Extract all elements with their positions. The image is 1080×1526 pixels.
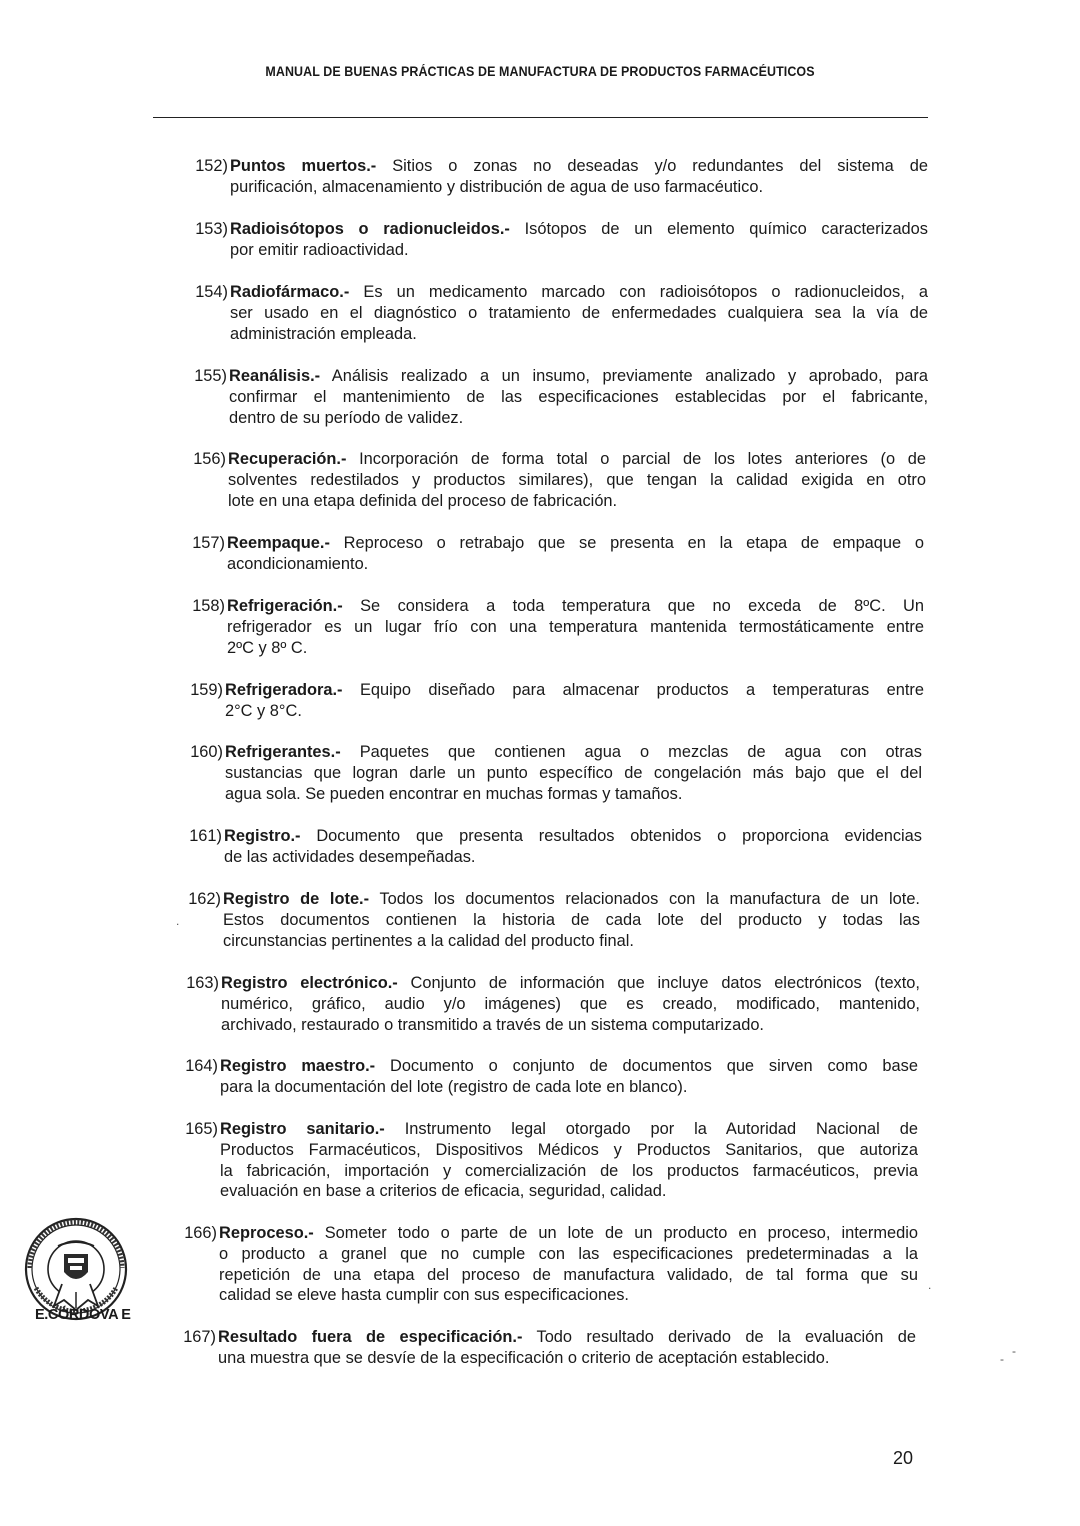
entry-term: Recuperación.- [228,450,347,468]
definition-line [225,680,924,701]
definition-line [220,1056,918,1077]
entry-definition [223,889,920,951]
definition-line [220,1181,918,1202]
entry-definition [221,973,920,1035]
definition-text: Someter todo o parte de un lote de un producto en proceso, intermedio [324,1224,918,1242]
definition-text: Análisis realizado a un insumo, previamente analizado y aprobado, para [331,367,928,385]
entry-number: 156) [193,450,226,468]
definition-line [227,638,924,659]
definition-line [230,177,928,198]
definition-text: Todos los documentos relacionados con la manufactura de un lote. [379,890,920,908]
scan-speck: . [928,1278,932,1292]
definition-text: solventes redestilados y productos similares), que tengan la calidad exigida en otro [228,470,926,489]
definition-text: Isótopos de un elemento químico caracterizados [524,220,928,238]
entry-term: Refrigeradora.- [225,681,343,699]
entry-term: Reanálisis.- [229,367,321,385]
definition-line [223,889,920,910]
seal-signature-name: E.CÓRDOVA E [35,1307,131,1323]
scan-speck: - [1012,1344,1016,1358]
entry-definition [224,826,922,868]
definition-line [227,533,924,554]
entry-term: Registro electrónico.- [221,974,398,992]
entry-definition [227,533,924,575]
entry-definition [230,156,928,198]
entry-number: 157) [192,534,225,552]
definition-text: para la documentación del lote (registro de cada lote en blanco). [220,1077,688,1096]
definition-text: agua sola. Se pueden encontrar en muchas formas y tamaños. [225,784,683,803]
definition-line [221,1015,920,1036]
entry-number: 154) [195,283,228,301]
definition-text: por emitir radioactividad. [230,240,409,259]
definition-text: Documento o conjunto de documentos que sirven como base [389,1057,918,1075]
entry-number: 163) [186,974,219,992]
entry-definition [230,219,928,261]
entry-number: 152) [195,157,228,175]
definition-text: Incorporación de forma total o parcial de los lotes anteriores (o de [359,450,926,468]
entry-term: Refrigeración.- [227,597,343,615]
definition-line [220,1161,918,1182]
entry-number: 165) [185,1120,218,1138]
definition-line [227,596,924,617]
definition-text: Equipo diseñado para almacenar productos a temperaturas entre [359,681,924,699]
entry-term: Puntos muertos.- [230,157,377,175]
header-divider [153,117,928,118]
definition-text: ser usado en el diagnóstico o tratamiento de enfermedades cualquiera sea la vía de [230,303,928,322]
definition-text: la fabricación, importación y comercialización de los productos farmacéuticos, previa [220,1161,918,1180]
entry-number: 153) [195,220,228,238]
definition-line [230,303,928,324]
definition-line [221,994,920,1015]
entry-number: 160) [190,743,223,761]
scan-speck: - [1000,1352,1004,1366]
definition-line [225,701,924,722]
entry-term: Radiofármaco.- [230,283,350,301]
definition-text: purificación, almacenamiento y distribución de agua de uso farmacéutico. [230,177,763,196]
definition-text: 2ºC y 8º C. [227,638,308,657]
definition-text: refrigerador es un lugar frío con una temperatura mantenida termostáticamente entre [227,617,924,636]
scan-speck: . [176,914,180,928]
definition-text: Productos Farmacéuticos, Dispositivos Médicos y Productos Sanitarios, que autoriza [220,1140,918,1159]
definition-text: calidad se eleve hasta cumplir con sus especificaciones. [219,1286,629,1305]
entry-number: 166) [184,1224,217,1242]
definition-text: 2°C y 8°C. [225,701,302,720]
entry-definition [227,596,924,658]
entry-definition [220,1119,918,1202]
entry-term: Registro sanitario.- [220,1120,385,1138]
definition-text: Sitios o zonas no deseadas y/o redundantes del sistema de [392,157,928,175]
definition-line [225,784,922,805]
entry-term: Resultado fuera de especificación.- [218,1328,523,1346]
definition-text: archivado, restaurado o transmitido a través de un sistema computarizado. [221,1015,764,1034]
entry-term: Reempaque.- [227,534,330,552]
entry-term: Refrigerantes.- [225,743,341,761]
definition-line [219,1265,918,1286]
definition-text: de las actividades desempeñadas. [224,847,476,866]
definition-text: Conjunto de información que incluye datos electrónicos (texto, [410,974,920,992]
definition-text: circunstancias pertinentes a la calidad del producto final. [223,931,634,950]
definition-line [223,931,920,952]
definition-text: acondicionamiento. [227,554,369,573]
definition-text: confirmar el mantenimiento de las especificaciones establecidas por el fabricante, [229,387,928,406]
definition-line [224,826,922,847]
entry-definition [225,680,924,722]
entry-definition [220,1056,918,1098]
entry-term: Registro.- [224,827,301,845]
definition-line [225,763,922,784]
definition-text: evaluación en base a criterios de eficacia, seguridad, calidad. [220,1182,667,1201]
definition-line [230,324,928,345]
entry-number: 155) [194,367,227,385]
definition-text: Estos documentos contienen la historia de cada lote del producto y todas las [223,910,920,929]
entry-definition [225,742,922,804]
definition-line [219,1285,918,1306]
definition-text: lote en una etapa definida del proceso de fabricación. [228,491,618,510]
definition-line [221,973,920,994]
definition-text: numérico, gráfico, audio y/o imágenes) que es creado, modificado, mantenido, [221,994,920,1013]
entry-number: 167) [183,1328,216,1346]
definition-text: Reproceso o retrabajo que se presenta en la etapa de empaque o [343,534,924,552]
entry-definition [228,449,926,511]
entry-definition [219,1223,918,1306]
definition-line [229,387,928,408]
entry-definition [229,366,928,428]
definition-line [219,1244,918,1265]
definition-line [218,1348,916,1369]
definition-line [225,742,922,763]
definition-line [228,449,926,470]
entry-number: 159) [190,681,223,699]
definition-line [228,470,926,491]
entry-term: Reproceso.- [219,1224,314,1242]
definition-text: dentro de su período de validez. [229,408,464,427]
definition-line [229,366,928,387]
definition-line [227,554,924,575]
entry-number: 164) [185,1057,218,1075]
definition-line [230,240,928,261]
definition-text: Es un medicamento marcado con radioisótopos o radionucleidos, a [363,283,929,301]
definition-line [230,282,928,303]
definition-line [220,1077,918,1098]
definition-text: Se considera a toda temperatura que no exceda de 8ºC. Un [360,597,924,615]
definition-line [224,847,922,868]
definition-text: sustancias que logran darle un punto específico de congelación más bajo que el del [225,763,922,782]
page-header: MANUAL DE BUENAS PRÁCTICAS DE MANUFACTURA DE PRODUCTOS FARMACÉUTICOS [265,64,815,79]
definition-line [223,910,920,931]
definition-line [228,491,926,512]
definition-line [229,408,928,429]
definition-text: administración empleada. [230,324,417,343]
definition-line [219,1223,918,1244]
definition-text: Instrumento legal otorgado por la Autoridad Nacional de [404,1120,918,1138]
definition-line [220,1140,918,1161]
entry-number: 162) [188,890,221,908]
entry-definition [218,1327,916,1369]
definition-line [230,219,928,240]
entry-number: 161) [189,827,222,845]
definition-text: Documento que presenta resultados obtenidos o proporciona evidencias [316,827,922,845]
entry-definition [230,282,928,344]
definition-text: una muestra que se desvíe de la especificación o criterio de aceptación establecido. [218,1348,830,1367]
page-number: 20 [893,1448,914,1468]
definition-line [220,1119,918,1140]
entry-term: Radioisótopos o radionucleidos.- [230,220,510,238]
definition-text: repetición de una etapa del proceso de manufactura validado, de tal forma que su [219,1265,918,1284]
entry-term: Registro maestro.- [220,1057,376,1075]
definition-text: o producto a granel que no cumple con las especificaciones predeterminadas a la [219,1244,918,1263]
definition-line [218,1327,916,1348]
definition-text: Todo resultado derivado de la evaluación de [536,1328,916,1346]
entry-term: Registro de lote.- [223,890,370,908]
definition-line [230,156,928,177]
definition-line [227,617,924,638]
definition-text: Paquetes que contienen agua o mezclas de agua con otras [359,743,922,761]
entry-number: 158) [192,597,225,615]
